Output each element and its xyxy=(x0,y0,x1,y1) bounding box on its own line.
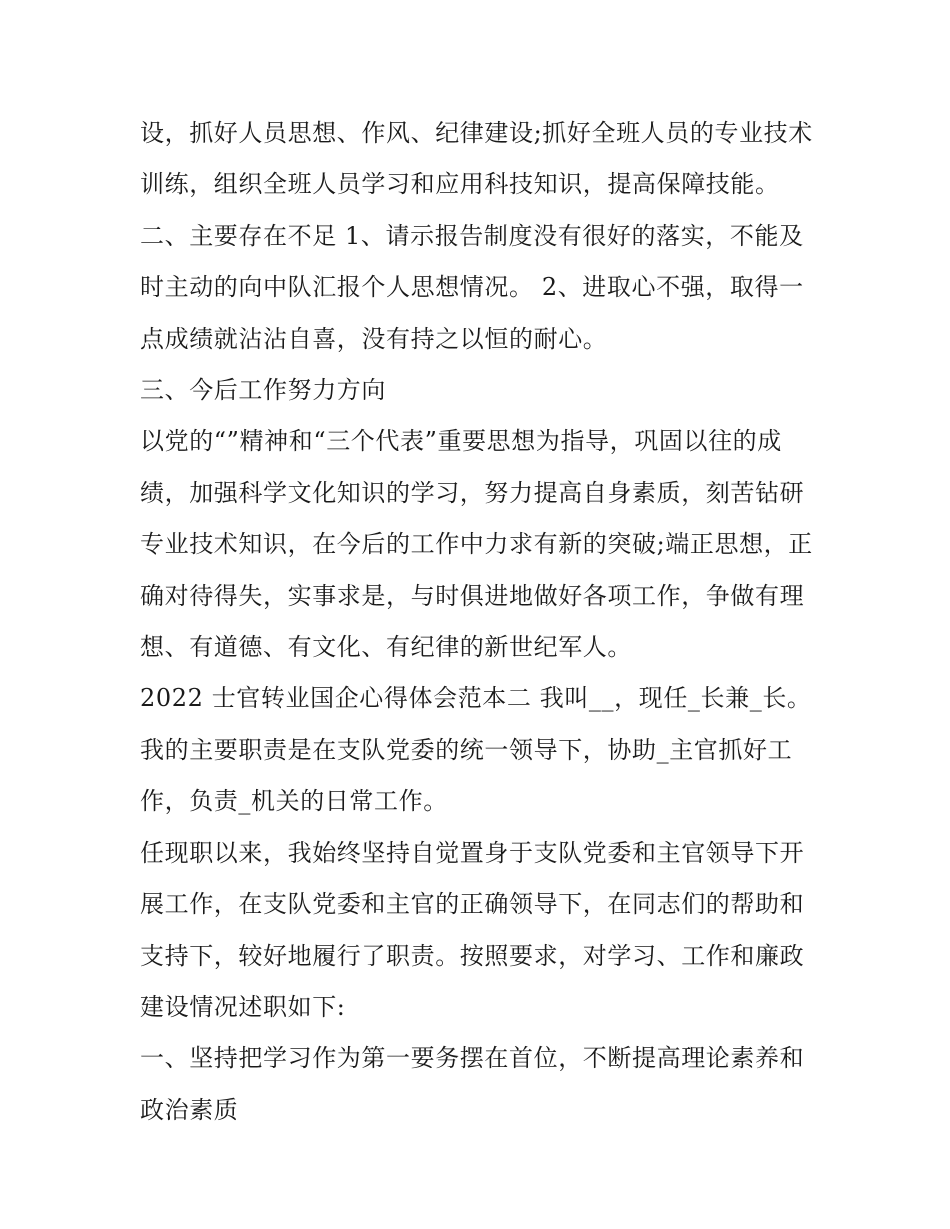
paragraph-sample-two-intro: 2022 士官转业国企心得体会范本二 我叫__，现任_长兼_长。我的主要职责是在支队党委的统一领导下，协助_主官抓好工作，负责_机关的日常工作。 xyxy=(140,684,812,816)
paragraph-shortcomings: 二、主要存在不足 1、请示报告制度没有很好的落实，不能及时主动的向中队汇报个人思想情况。 2、进取心不强，取得一点成绩就沾沾自喜，没有持之以恒的耐心。 xyxy=(140,221,804,353)
heading-future-direction: 三、今后工作努力方向 xyxy=(140,376,386,405)
document-body xyxy=(140,108,820,1136)
paragraph-training: 设，抓好人员思想、作风、纪律建设;抓好全班人员的专业技术训练，组织全班人员学习和应用科技知识，提高保障技能。 xyxy=(140,119,813,199)
heading-study-first: 一、坚持把学习作为第一要务摆在首位，不断提高理论素养和政治素质 xyxy=(140,1044,805,1124)
paragraph-guidance: 以党的“”精神和“三个代表”重要思想为指导，巩固以往的成绩，加强科学文化知识的学习，努力提高自身素质，刻苦钻研专业技术知识，在今后的工作中力求有新的突破;端正思想，正确对待得失，实事求是，与时俱进地做好各项工作，争做有理想、有道德、有文化、有纪律的新世纪军人。 xyxy=(140,427,813,662)
paragraph-duty-report: 任现职以来，我始终坚持自觉置身于支队党委和主官领导下开展工作，在支队党委和主官的正确领导下，在同志们的帮助和支持下，较好地履行了职责。按照要求，对学习、工作和廉政建设情况述职如下: xyxy=(140,838,805,1021)
